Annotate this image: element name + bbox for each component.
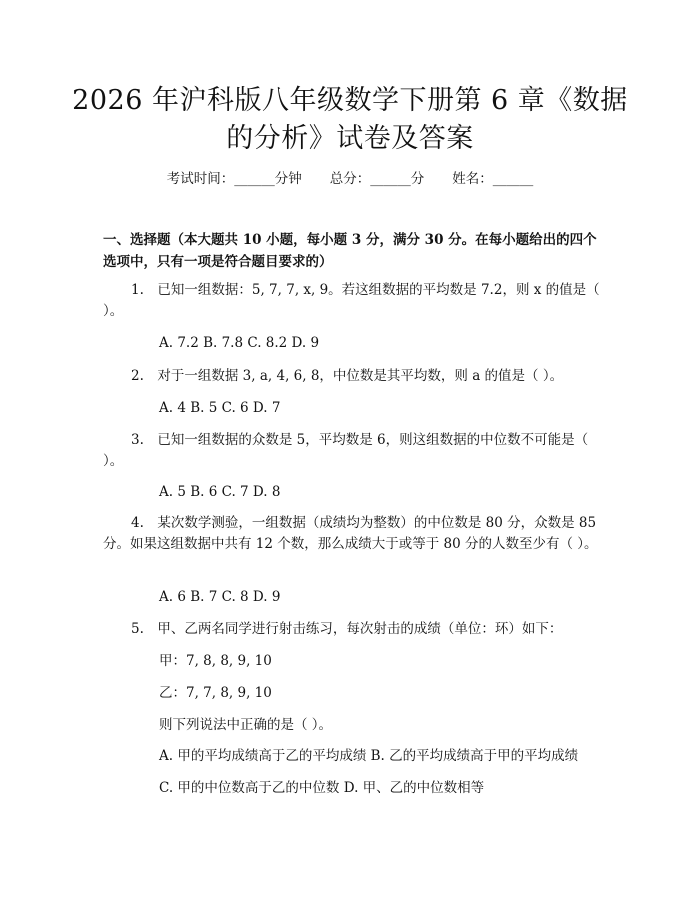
question-2-options: A. 4 B. 5 C. 6 D. 7 [159,400,281,416]
question-3-text: 3. 已知一组数据的众数是 5，平均数是 6，则这组数据的中位数不可能是（ ）。 [103,432,589,469]
question-5-data-yi: 乙：7, 7, 8, 9, 10 [159,685,272,701]
question-5-prompt: 则下列说法中正确的是（ ）。 [159,717,333,733]
exam-meta [0,167,700,187]
question-5-text: 5. 甲、乙两名同学进行射击练习，每次射击的成绩（单位：环）如下： [131,621,563,637]
page-title: 2026 年沪科版八年级数学下册第 6 章《数据的分析》试卷及答案 [72,85,628,154]
section-heading: 一、选择题（本大题共 10 小题，每小题 3 分，满分 30 分。在每小题给出的四个选项中，只有一项是符合题目要求的） [103,232,597,270]
question-5-data-jia: 甲：7, 8, 8, 9, 10 [159,653,272,669]
question-4-options: A. 6 B. 7 C. 8 D. 9 [159,589,281,605]
question-1-options: A. 7.2 B. 7.8 C. 8.2 D. 9 [159,335,320,351]
total-score-field: 总分：______分 [329,171,425,187]
question-5-options-cd: C. 甲的中位数高于乙的中位数 D. 甲、乙的中位数相等 [159,780,485,796]
name-field: 姓名：______ [452,171,534,187]
question-3-options: A. 5 B. 6 C. 7 D. 8 [159,484,281,500]
question-5-options-ab: A. 甲的平均成绩高于乙的平均成绩 B. 乙的平均成绩高于甲的平均成绩 [159,748,579,764]
question-1-text: 1. 已知一组数据：5, 7, 7, x, 9。若这组数据的平均数是 7.2，则 x 的值是（ ）。 [103,282,600,319]
exam-time-field: 考试时间：______分钟 [166,171,302,187]
question-4-text: 4. 某次数学测验，一组数据（成绩均为整数）的中位数是 80 分，众数是 85 分。如果这组数据中共有 12 个数，那么成绩大于或等于 80 分的人数至少有（ ）。 [103,515,598,552]
question-2-text: 2. 对于一组数据 3, a, 4, 6, 8，中位数是其平均数，则 a 的值是（ ）。 [131,368,564,384]
